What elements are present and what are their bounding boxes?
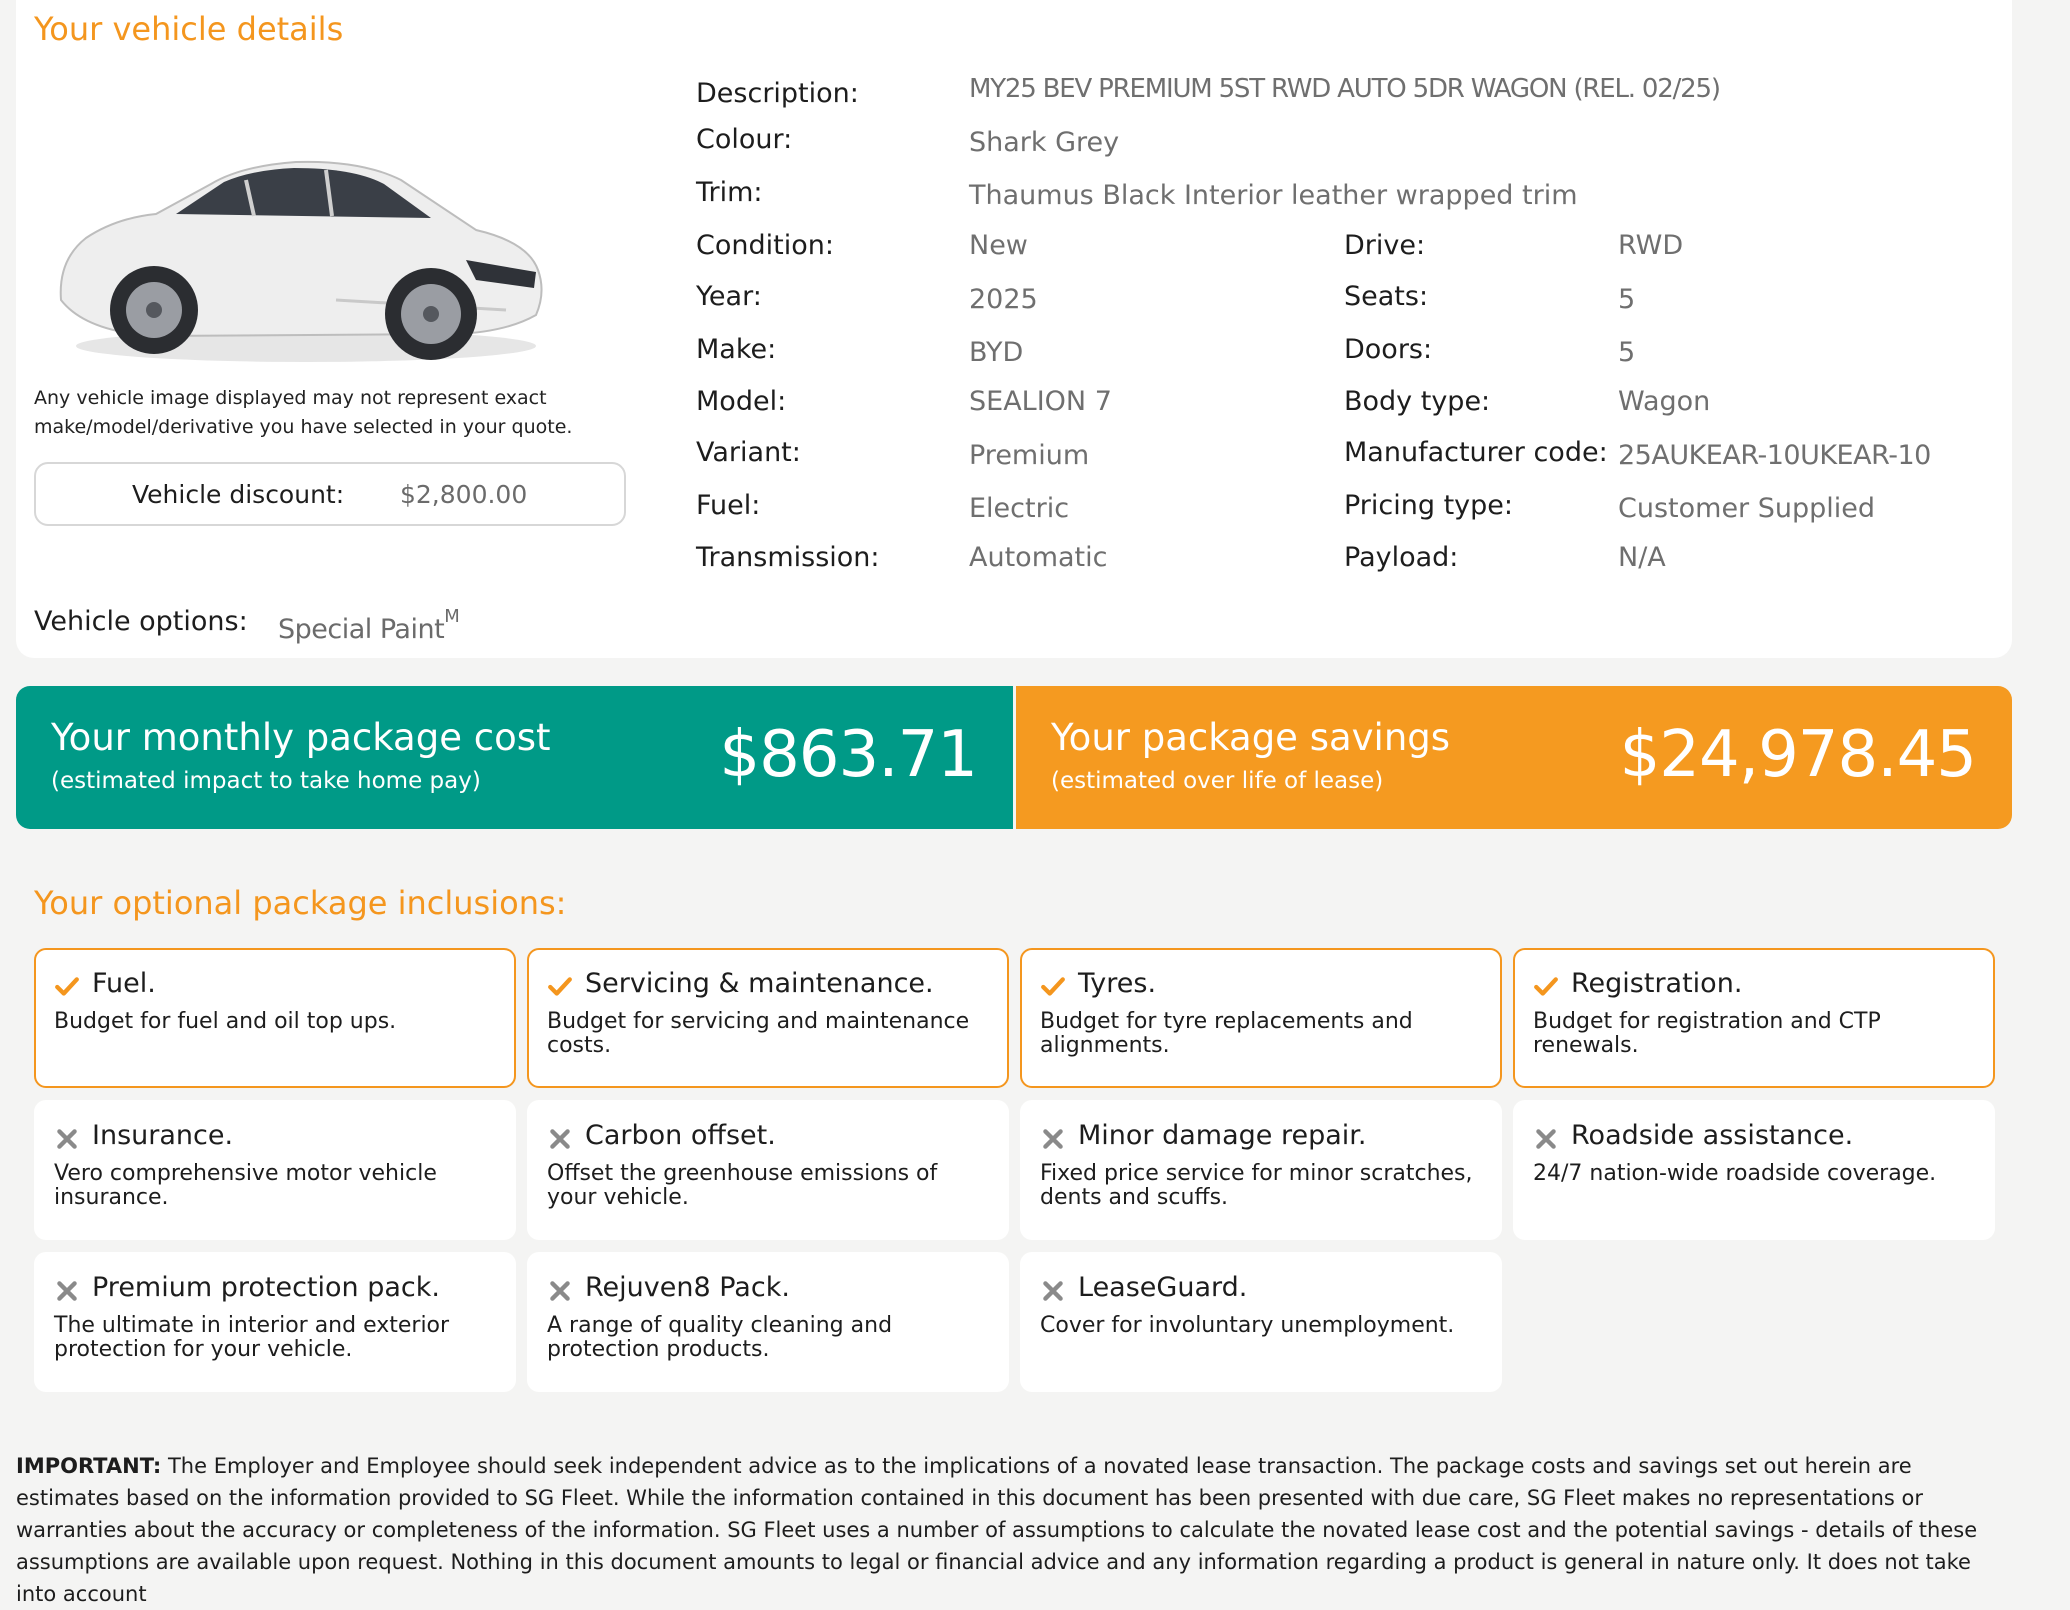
- cross-icon: [54, 1278, 80, 1304]
- trim-value: Thaumus Black Interior leather wrapped trim: [969, 180, 1578, 211]
- manufacturer-code-label: Manufacturer code:: [1344, 437, 1608, 468]
- cross-icon: [1533, 1126, 1559, 1152]
- inclusion-description: 24/7 nation-wide roadside coverage.: [1533, 1161, 1937, 1186]
- cross-icon: [54, 1126, 80, 1152]
- vehicle-options-label: Vehicle options:: [34, 606, 248, 637]
- inclusion-card-roadside[interactable]: [1513, 1100, 1995, 1240]
- inclusion-card-leaseguard[interactable]: [1020, 1252, 1502, 1392]
- model-value: SEALION 7: [969, 386, 1112, 417]
- make-label: Make:: [696, 334, 777, 365]
- payload-label: Payload:: [1344, 542, 1459, 573]
- trim-label: Trim:: [696, 177, 763, 208]
- inclusion-card-fuel[interactable]: [34, 948, 516, 1088]
- inclusion-description: Offset the greenhouse emissions of your vehicle.: [547, 1161, 938, 1210]
- inclusion-card-premium-protection[interactable]: [34, 1252, 516, 1392]
- inclusion-description: Vero comprehensive motor vehicle insurance.: [54, 1161, 437, 1210]
- inclusion-description: Budget for registration and CTP renewals.: [1533, 1009, 1881, 1058]
- drive-value: RWD: [1618, 230, 1684, 261]
- make-value: BYD: [969, 337, 1024, 368]
- vehicle-image: [36, 110, 556, 370]
- vehicle-option-name: Special Paint: [278, 614, 445, 645]
- important-label: IMPORTANT:: [16, 1454, 162, 1478]
- inclusion-title: Rejuven8 Pack.: [585, 1272, 790, 1303]
- inclusion-card-servicing[interactable]: [527, 948, 1009, 1088]
- fuel-value: Electric: [969, 493, 1070, 524]
- vehicle-options-row: [34, 606, 460, 645]
- doors-label: Doors:: [1344, 334, 1433, 365]
- pricing-type-label: Pricing type:: [1344, 490, 1514, 521]
- drive-label: Drive:: [1344, 230, 1426, 261]
- fuel-label: Fuel:: [696, 490, 761, 521]
- check-icon: [547, 974, 573, 1000]
- inclusion-description: A range of quality cleaning and protection products.: [547, 1313, 893, 1362]
- check-icon: [54, 974, 80, 1000]
- inclusion-description: The ultimate in interior and exterior protection for your vehicle.: [54, 1313, 450, 1362]
- colour-value: Shark Grey: [969, 127, 1120, 158]
- pricing-type-value: Customer Supplied: [1618, 493, 1876, 524]
- cross-icon: [547, 1126, 573, 1152]
- inclusion-card-minor-damage[interactable]: [1020, 1100, 1502, 1240]
- vehicle-options-value: [278, 606, 459, 645]
- package-savings-subtitle: (estimated over life of lease): [1051, 768, 1384, 794]
- inclusion-card-carbon-offset[interactable]: [527, 1100, 1009, 1240]
- inclusions-title: Your optional package inclusions:: [34, 884, 567, 922]
- inclusion-description: Budget for servicing and maintenance costs.: [547, 1009, 970, 1058]
- variant-value: Premium: [969, 440, 1090, 471]
- inclusion-title: Carbon offset.: [585, 1120, 776, 1151]
- inclusion-title: Insurance.: [92, 1120, 234, 1151]
- vehicle-discount-box: [34, 462, 626, 526]
- inclusion-description: Budget for fuel and oil top ups.: [54, 1009, 397, 1034]
- package-savings-amount: $24,978.45: [1619, 718, 1976, 792]
- inclusion-description: Budget for tyre replacements and alignments.: [1040, 1009, 1413, 1058]
- check-icon: [1533, 974, 1559, 1000]
- inclusion-card-tyres[interactable]: [1020, 948, 1502, 1088]
- condition-value: New: [969, 230, 1028, 261]
- vehicle-discount-label: Vehicle discount:: [132, 479, 345, 509]
- body-type-value: Wagon: [1618, 386, 1711, 417]
- monthly-cost-amount: $863.71: [719, 718, 977, 792]
- monthly-cost-subtitle: (estimated impact to take home pay): [51, 768, 481, 794]
- transmission-value: Automatic: [969, 542, 1108, 573]
- inclusion-title: Roadside assistance.: [1571, 1120, 1854, 1151]
- inclusion-title: Servicing & maintenance.: [585, 968, 934, 999]
- inclusion-title: Fuel.: [92, 968, 156, 999]
- inclusion-card-registration[interactable]: [1513, 948, 1995, 1088]
- inclusion-title: Premium protection pack.: [92, 1272, 440, 1303]
- package-savings-title: Your package savings: [1051, 716, 1451, 759]
- inclusion-title: Minor damage repair.: [1078, 1120, 1367, 1151]
- manufacturer-code-value: 25AUKEAR-10UKEAR-10: [1618, 440, 1931, 471]
- inclusion-title: Registration.: [1571, 968, 1743, 999]
- description-label: Description:: [696, 78, 859, 109]
- vehicle-details-title: Your vehicle details: [34, 10, 344, 48]
- year-value: 2025: [969, 284, 1038, 315]
- variant-label: Variant:: [696, 437, 801, 468]
- important-notice: [16, 1450, 2016, 1610]
- monthly-cost-title: Your monthly package cost: [51, 716, 551, 759]
- inclusion-description: Cover for involuntary unemployment.: [1040, 1313, 1455, 1338]
- colour-label: Colour:: [696, 124, 793, 155]
- seats-value: 5: [1618, 284, 1636, 315]
- cross-icon: [1040, 1126, 1066, 1152]
- inclusion-title: Tyres.: [1078, 968, 1157, 999]
- inclusion-card-insurance[interactable]: [34, 1100, 516, 1240]
- body-type-label: Body type:: [1344, 386, 1491, 417]
- vehicle-image-disclaimer: Any vehicle image displayed may not represent exact make/model/derivative you have selected in your quote.: [34, 387, 573, 438]
- year-label: Year:: [696, 281, 762, 312]
- check-icon: [1040, 974, 1066, 1000]
- important-text: The Employer and Employee should seek independent advice as to the implications of a novated lease transaction. The package costs and savings set out herein are estimates based on the information provided to SG Fleet. While the information contained in this document has been presented with due care, SG Fleet makes no representations or warranties about the accuracy or completeness of the information. SG Fleet uses a number of assumptions to calculate the novated lease cost and the potential savings - details of these assumptions are available upon request. Nothing in this document amounts to legal or financial advice and any information regarding a product is general in nature only. It does not take into account: [16, 1454, 1978, 1606]
- inclusion-description: Fixed price service for minor scratches, dents and scuffs.: [1040, 1161, 1473, 1210]
- cross-icon: [547, 1278, 573, 1304]
- model-label: Model:: [696, 386, 787, 417]
- inclusion-title: LeaseGuard.: [1078, 1272, 1248, 1303]
- vehicle-option-superscript: M: [444, 606, 460, 627]
- payload-value: N/A: [1618, 542, 1666, 573]
- monthly-cost-banner: [16, 686, 1013, 829]
- condition-label: Condition:: [696, 230, 834, 261]
- vehicle-details-card: [16, 0, 2012, 658]
- doors-value: 5: [1618, 337, 1636, 368]
- seats-label: Seats:: [1344, 281, 1429, 312]
- inclusion-card-rejuven8[interactable]: [527, 1252, 1009, 1392]
- cross-icon: [1040, 1278, 1066, 1304]
- package-savings-banner: [1016, 686, 2012, 829]
- vehicle-discount-value: $2,800.00: [400, 479, 528, 509]
- description-value: MY25 BEV PREMIUM 5ST RWD AUTO 5DR WAGON (REL. 02/25): [969, 74, 1720, 104]
- transmission-label: Transmission:: [696, 542, 880, 573]
